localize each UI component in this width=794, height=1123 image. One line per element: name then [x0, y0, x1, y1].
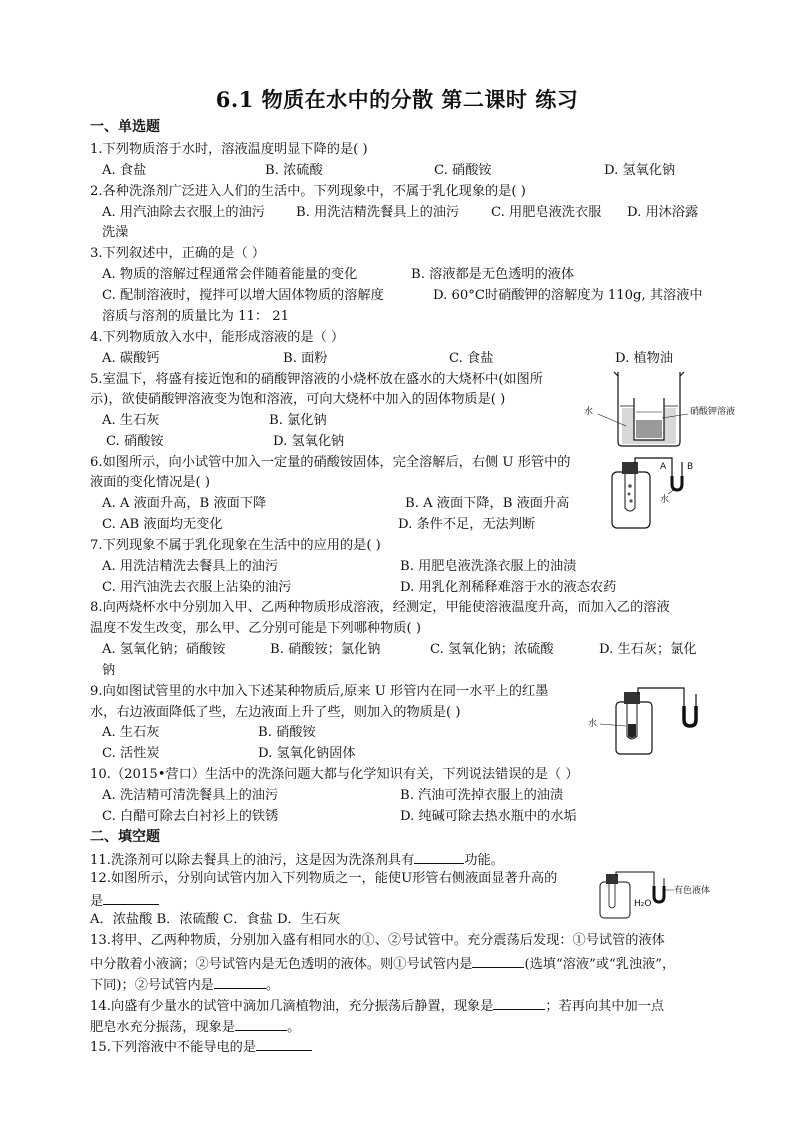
- q8-option-d: D. 生石灰；氯化: [599, 642, 697, 657]
- q15-answer-blank[interactable]: [256, 1036, 312, 1051]
- q8-option-c: C. 氢氧化钠；浓硫酸: [430, 642, 554, 657]
- q5-fig-water-label: 水: [584, 407, 594, 417]
- question-8: 8.向两烧杯水中分别加入甲、乙两种物质形成溶液，经测定，甲能使溶液温度升高，而加入乙的溶液: [90, 600, 670, 615]
- question-13-line-3: [90, 974, 279, 995]
- u-tube-figure-q9: [584, 684, 714, 758]
- q13-text-before-blank-1: 中分散着小液滴；②号试管内是无色透明的液体。则①号试管内是: [90, 957, 473, 972]
- u-tube-figure-q12: [594, 866, 754, 922]
- u-tube-figure-q6: [598, 452, 708, 532]
- q9-option-d: D. 氢氧化钠固体: [258, 746, 356, 761]
- q14-text-after-blank-2: 。: [287, 1020, 301, 1035]
- q6-option-b: B. A 液面下降，B 液面升高: [405, 496, 570, 511]
- question-4: 4.下列物质放入水中，能形成溶液的是（ ）: [90, 330, 345, 345]
- q12-answer-blank[interactable]: [103, 890, 159, 905]
- q13-text-after-blank-1: (选填“溶液”或“乳浊液”，: [524, 957, 676, 972]
- q8-option-a: A. 氢氧化钠；硝酸铵: [102, 642, 226, 657]
- q7-option-a: A. 用洗洁精洗去餐具上的油污: [102, 559, 279, 574]
- q7-option-d: D. 用乳化剂稀释难溶于水的液态农药: [400, 580, 617, 595]
- q3-option-b: B. 溶液都是无色透明的液体: [411, 267, 575, 282]
- question-14: [90, 995, 664, 1016]
- q15-text: 15.下列溶液中不能导电的是: [90, 1040, 257, 1055]
- q14-text-before-blank-1: 14.向盛有少量水的试管中滴加几滴植物油，充分振荡后静置，现象是: [90, 999, 494, 1014]
- q8-option-d-continued: 钠: [102, 663, 116, 678]
- question-8-continued: 温度不发生改变，那么甲、乙分别可能是下列哪种物质( ): [90, 621, 421, 636]
- question-1: 1.下列物质溶于水时，溶液温度明显下降的是( ): [90, 142, 368, 157]
- q6-option-d: D. 条件不足，无法判断: [398, 517, 536, 532]
- q7-option-c: C. 用汽油洗去衣服上沾染的油污: [102, 580, 292, 595]
- question-5: 5.室温下，将盛有接近饱和的硝酸钾溶液的小烧杯放在盛水的大烧杯中(如图所: [90, 372, 543, 387]
- q4-option-b: B. 面粉: [283, 351, 328, 366]
- q5-option-d: D. 氢氧化钠: [273, 434, 345, 449]
- q8-option-b: B. 硝酸铵；氯化钠: [270, 642, 381, 657]
- question-5-continued: 示)，欲使硝酸钾溶液变为饱和溶液，可向大烧杯中加入的固体物质是( ): [90, 392, 506, 407]
- q5-fig-solution-label: 硝酸钾溶液: [690, 407, 736, 417]
- beaker-figure: [580, 368, 780, 448]
- q3-option-d-continued: 溶质与溶剂的质量比为 11： 21: [102, 309, 290, 324]
- q6-option-c: C. AB 液面均无变化: [102, 517, 223, 532]
- q4-option-d: D. 植物油: [615, 351, 674, 366]
- q10-option-c: C. 白醋可除去白衬衫上的铁锈: [102, 809, 279, 824]
- question-12: 12.如图所示，分别向试管内加入下列物质之一，能使U形管右侧液面显著升高的: [90, 871, 558, 886]
- q3-option-c: C. 配制溶液时，搅拌可以增大固体物质的溶解度: [102, 288, 384, 303]
- q13-answer-blank-2[interactable]: [214, 974, 266, 989]
- question-6: 6.如图所示，向小试管中加入一定量的硝酸铵固体，完全溶解后，右侧 U 形管中的: [90, 455, 571, 470]
- q9-option-c: C. 活性炭: [102, 746, 160, 761]
- q9-fig-water-label: 水: [588, 719, 598, 729]
- q14-text-before-blank-2: 肥皂水充分振荡，现象是: [90, 1020, 236, 1035]
- q14-answer-blank-1[interactable]: [493, 995, 545, 1010]
- question-11: [90, 849, 504, 870]
- question-13-line-2: [90, 953, 675, 974]
- q4-option-c: C. 食盐: [449, 351, 494, 366]
- q13-answer-blank-1[interactable]: [472, 953, 524, 968]
- question-14-line-2: [90, 1016, 300, 1037]
- question-15: [90, 1036, 312, 1057]
- question-7: 7.下列现象不属于乳化现象在生活中的应用的是( ): [90, 538, 381, 553]
- question-13: 13.将甲、乙两种物质，分别加入盛有相同水的①、②号试管中。充分震荡后发现：①号试管的液体: [90, 933, 665, 948]
- q14-text-after-blank-1: ；若再向其中加一点: [545, 999, 665, 1014]
- q9-option-a: A. 生石灰: [102, 725, 160, 740]
- q13-text-after-blank-2: 。: [265, 978, 280, 993]
- q1-option-b: B. 浓硫酸: [265, 163, 323, 178]
- q5-option-c: C. 硝酸铵: [106, 434, 164, 449]
- q12-fig-h2o-label: H₂O: [634, 899, 652, 909]
- q5-option-a: A. 生石灰: [102, 413, 160, 428]
- q14-answer-blank-2[interactable]: [235, 1016, 287, 1031]
- question-9: 9.向如图试管里的水中加入下述某种物质后,原来 U 形管内在同一水平上的红墨: [90, 684, 549, 699]
- section-heading-fill-in: 二、填空题: [90, 829, 160, 845]
- q11-text-after-blank: 功能。: [464, 853, 504, 868]
- q9-option-b: B. 硝酸铵: [258, 725, 316, 740]
- q5-option-b: B. 氯化钠: [269, 413, 327, 428]
- q1-option-d: D. 氢氧化钠: [604, 163, 676, 178]
- section-heading-single-choice: 一、单选题: [90, 119, 160, 135]
- q10-option-d: D. 纯碱可除去热水瓶中的水垢: [400, 809, 577, 824]
- q6-option-a: A. A 液面升高，B 液面下降: [102, 496, 267, 511]
- question-9-continued: 水，右边液面降低了些，左边液面上升了些，则加入的物质是( ): [90, 705, 461, 720]
- q7-option-b: B. 用肥皂液洗涤衣服上的油渍: [400, 559, 577, 574]
- q11-answer-blank[interactable]: [414, 849, 464, 864]
- q4-option-a: A. 碳酸钙: [102, 351, 160, 366]
- q6-fig-label-a: A: [660, 462, 667, 472]
- q2-option-d: D. 用沐浴露: [627, 205, 699, 220]
- q6-fig-water-label: 水: [660, 495, 670, 505]
- q12-fig-liquid-label: 有色液体: [674, 886, 711, 896]
- question-10: 10.（2015•营口）生活中的洗涤问题大都与化学知识有关，下列说法错误的是（ ）: [90, 767, 579, 782]
- q2-option-d-continued: 洗澡: [102, 225, 129, 240]
- q1-option-a: A. 食盐: [102, 163, 147, 178]
- q10-option-a: A. 洗洁精可清洗餐具上的油污: [102, 788, 279, 803]
- question-6-continued: 液面的变化情况是( ): [90, 475, 210, 490]
- q6-fig-label-b: B: [687, 462, 694, 472]
- page-title: 6.1 物质在水中的分散 第二课时 练习: [215, 87, 579, 112]
- q13-text-before-blank-2: 下同)；②号试管内是: [90, 978, 214, 993]
- q2-option-a: A. 用汽油除去衣服上的油污: [102, 205, 265, 220]
- question-3: 3.下列叙述中，正确的是（ ）: [90, 246, 266, 261]
- q3-option-d: D. 60°C时硝酸钾的溶解度为 110g, 其溶液中: [433, 288, 703, 303]
- q12-options: A．浓盐酸 B．浓硫酸 C．食盐 D．生石灰: [90, 912, 341, 927]
- q2-option-c: C. 用肥皂液洗衣服: [491, 205, 602, 220]
- q3-option-a: A. 物质的溶解过程通常会伴随着能量的变化: [102, 267, 358, 282]
- q10-option-b: B. 汽油可洗掉衣服上的油渍: [400, 788, 564, 803]
- q11-text-before-blank: 11.洗涤剂可以除去餐具上的油污，这是因为洗涤剂具有: [90, 853, 415, 868]
- question-2: 2.各种洗涤剂广泛进入人们的生活中。下列现象中，不属于乳化现象的是( ): [90, 184, 526, 199]
- q2-option-b: B. 用洗洁精洗餐具上的油污: [296, 205, 460, 220]
- question-12-continued: [90, 890, 159, 911]
- q12-text-before-blank: 是: [90, 894, 104, 909]
- q1-option-c: C. 硝酸铵: [434, 163, 492, 178]
